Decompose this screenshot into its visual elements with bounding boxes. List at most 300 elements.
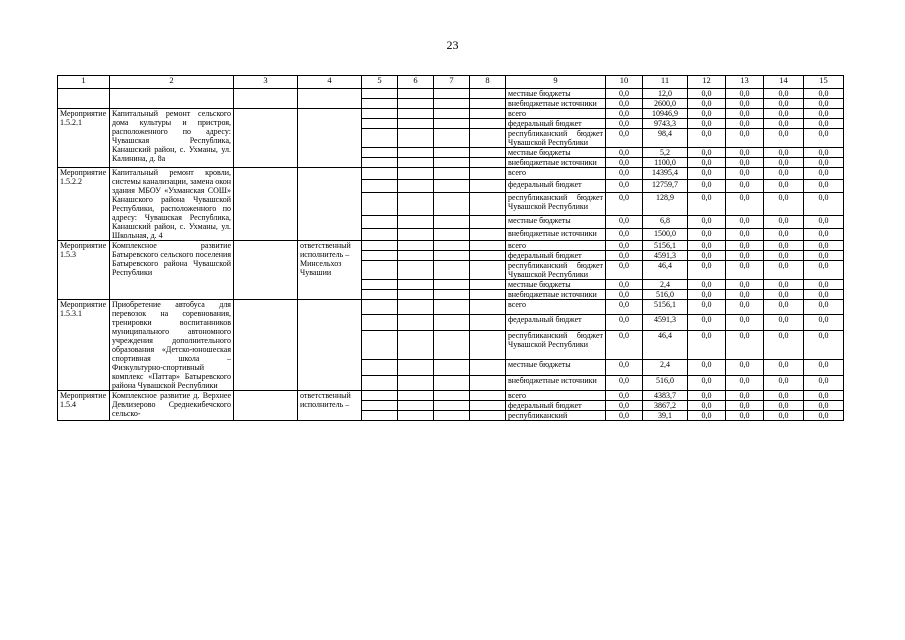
amount-cell: 0,0 <box>606 360 643 375</box>
amount-cell: 0,0 <box>726 129 764 148</box>
amount-cell: 516,0 <box>643 290 688 300</box>
funding-source: федеральный бюджет <box>506 315 606 330</box>
amount-cell: 0,0 <box>726 89 764 99</box>
amount-cell: 0,0 <box>764 241 804 251</box>
amount-cell: 10946,9 <box>643 109 688 119</box>
funding-source: внебюджетные источники <box>506 375 606 390</box>
measure-label: Мероприятие 1.5.4 <box>58 391 110 421</box>
amount-cell: 0,0 <box>688 280 726 290</box>
amount-cell: 0,0 <box>804 129 844 148</box>
amount-cell: 2,4 <box>643 280 688 290</box>
column-3-cell <box>234 109 298 168</box>
code-cell <box>434 300 470 315</box>
amount-cell: 0,0 <box>804 401 844 411</box>
code-cell <box>470 401 506 411</box>
code-cell <box>434 411 470 421</box>
amount-cell: 0,0 <box>606 261 643 280</box>
code-cell <box>470 290 506 300</box>
amount-cell: 2,4 <box>643 360 688 375</box>
code-cell <box>362 148 398 158</box>
code-cell <box>398 375 434 390</box>
amount-cell: 0,0 <box>804 300 844 315</box>
amount-cell: 0,0 <box>764 192 804 216</box>
code-cell <box>434 241 470 251</box>
code-cell <box>362 109 398 119</box>
amount-cell: 0,0 <box>764 280 804 290</box>
amount-cell: 0,0 <box>688 158 726 168</box>
code-cell <box>398 411 434 421</box>
amount-cell: 0,0 <box>726 99 764 109</box>
column-3-cell <box>234 300 298 391</box>
code-cell <box>434 330 470 359</box>
code-cell <box>398 119 434 129</box>
column-header: 9 <box>506 76 606 89</box>
amount-cell: 0,0 <box>764 168 804 180</box>
code-cell <box>362 315 398 330</box>
amount-cell: 0,0 <box>688 109 726 119</box>
code-cell <box>434 168 470 180</box>
measure-label: Мероприятие 1.5.3.1 <box>58 300 110 391</box>
code-cell <box>470 148 506 158</box>
code-cell <box>434 99 470 109</box>
amount-cell: 1500,0 <box>643 228 688 240</box>
amount-cell: 0,0 <box>804 109 844 119</box>
amount-cell: 0,0 <box>726 168 764 180</box>
amount-cell: 2600,0 <box>643 99 688 109</box>
amount-cell: 0,0 <box>726 119 764 129</box>
code-cell <box>470 411 506 421</box>
column-3-cell <box>234 391 298 421</box>
amount-cell: 0,0 <box>764 290 804 300</box>
amount-cell: 0,0 <box>804 251 844 261</box>
amount-cell: 0,0 <box>606 148 643 158</box>
code-cell <box>434 192 470 216</box>
code-cell <box>470 228 506 240</box>
amount-cell: 12,0 <box>643 89 688 99</box>
code-cell <box>434 261 470 280</box>
amount-cell: 0,0 <box>764 228 804 240</box>
column-header: 2 <box>110 76 234 89</box>
code-cell <box>398 180 434 192</box>
code-cell <box>362 330 398 359</box>
code-cell <box>470 180 506 192</box>
amount-cell: 0,0 <box>726 391 764 401</box>
amount-cell: 0,0 <box>606 180 643 192</box>
amount-cell: 0,0 <box>606 300 643 315</box>
funding-source: федеральный бюджет <box>506 401 606 411</box>
code-cell <box>470 280 506 290</box>
column-3-cell <box>234 241 298 300</box>
code-cell <box>398 280 434 290</box>
funding-source: внебюджетные источники <box>506 228 606 240</box>
code-cell <box>470 119 506 129</box>
code-cell <box>470 192 506 216</box>
code-cell <box>398 300 434 315</box>
amount-cell: 0,0 <box>804 148 844 158</box>
amount-cell: 6,8 <box>643 216 688 228</box>
code-cell <box>362 375 398 390</box>
code-cell <box>470 109 506 119</box>
code-cell <box>362 180 398 192</box>
table-row <box>58 168 844 180</box>
amount-cell: 4591,3 <box>643 315 688 330</box>
amount-cell: 0,0 <box>804 411 844 421</box>
amount-cell: 0,0 <box>726 300 764 315</box>
code-cell <box>362 129 398 148</box>
amount-cell: 0,0 <box>726 241 764 251</box>
amount-cell: 0,0 <box>804 375 844 390</box>
code-cell <box>362 158 398 168</box>
column-header: 14 <box>764 76 804 89</box>
funding-source: внебюджетные источники <box>506 99 606 109</box>
amount-cell: 0,0 <box>726 280 764 290</box>
amount-cell: 0,0 <box>804 119 844 129</box>
amount-cell: 0,0 <box>804 192 844 216</box>
measure-name <box>110 89 234 109</box>
amount-cell: 0,0 <box>726 216 764 228</box>
amount-cell: 0,0 <box>688 228 726 240</box>
amount-cell: 46,4 <box>643 330 688 359</box>
amount-cell: 0,0 <box>688 216 726 228</box>
code-cell <box>470 158 506 168</box>
amount-cell: 0,0 <box>606 251 643 261</box>
column-3-cell <box>234 168 298 241</box>
funding-source: всего <box>506 241 606 251</box>
amount-cell: 0,0 <box>726 158 764 168</box>
executor-cell <box>298 89 362 109</box>
amount-cell: 0,0 <box>804 99 844 109</box>
table-body <box>58 76 844 421</box>
table-row <box>58 391 844 401</box>
amount-cell: 0,0 <box>764 180 804 192</box>
code-cell <box>362 228 398 240</box>
amount-cell: 0,0 <box>726 228 764 240</box>
code-cell <box>398 360 434 375</box>
funding-source: внебюджетные источники <box>506 158 606 168</box>
code-cell <box>398 241 434 251</box>
amount-cell: 0,0 <box>688 241 726 251</box>
amount-cell: 0,0 <box>804 280 844 290</box>
code-cell <box>434 360 470 375</box>
code-cell <box>362 168 398 180</box>
amount-cell: 0,0 <box>804 89 844 99</box>
amount-cell: 0,0 <box>804 330 844 359</box>
funding-source: всего <box>506 391 606 401</box>
amount-cell: 12759,7 <box>643 180 688 192</box>
amount-cell: 0,0 <box>764 119 804 129</box>
amount-cell: 5156,1 <box>643 300 688 315</box>
code-cell <box>434 109 470 119</box>
code-cell <box>398 228 434 240</box>
amount-cell: 0,0 <box>726 411 764 421</box>
amount-cell: 46,4 <box>643 261 688 280</box>
amount-cell: 0,0 <box>606 168 643 180</box>
amount-cell: 5156,1 <box>643 241 688 251</box>
amount-cell: 0,0 <box>688 411 726 421</box>
executor-cell <box>298 300 362 391</box>
amount-cell: 0,0 <box>804 315 844 330</box>
amount-cell: 0,0 <box>606 375 643 390</box>
amount-cell: 0,0 <box>764 411 804 421</box>
amount-cell: 0,0 <box>764 391 804 401</box>
amount-cell: 0,0 <box>606 330 643 359</box>
amount-cell: 0,0 <box>804 290 844 300</box>
column-3-cell <box>234 89 298 109</box>
column-header: 10 <box>606 76 643 89</box>
code-cell <box>434 119 470 129</box>
amount-cell: 0,0 <box>606 119 643 129</box>
measure-name: Капитальный ремонт кровли, системы канализации, замена окон здания МБОУ «Ухманская СОШ» Канашского района Чувашской Республики, расположенного по адресу: Чувашская Республика, Канашский район, с. Ухманы, ул. Школьная, д. 4 <box>110 168 234 241</box>
column-header: 1 <box>58 76 110 89</box>
code-cell <box>362 290 398 300</box>
code-cell <box>398 192 434 216</box>
budget-table <box>57 75 844 421</box>
funding-source: местные бюджеты <box>506 216 606 228</box>
page-number: 23 <box>446 38 459 52</box>
amount-cell: 0,0 <box>804 158 844 168</box>
amount-cell: 0,0 <box>688 391 726 401</box>
measure-label <box>58 89 110 109</box>
executor-cell: ответственный исполнитель – Минсельхоз Чувашии <box>298 241 362 300</box>
code-cell <box>470 360 506 375</box>
code-cell <box>398 99 434 109</box>
measure-name: Комплексное развитие д. Верхнее Девлизерово Среднекибечского сельско- <box>110 391 234 421</box>
funding-source: республиканский бюджет Чувашской Республики <box>506 129 606 148</box>
code-cell <box>470 241 506 251</box>
amount-cell: 516,0 <box>643 375 688 390</box>
code-cell <box>362 216 398 228</box>
amount-cell: 0,0 <box>726 251 764 261</box>
funding-source: республиканский бюджет Чувашской Республики <box>506 261 606 280</box>
code-cell <box>470 216 506 228</box>
amount-cell: 0,0 <box>688 148 726 158</box>
amount-cell: 0,0 <box>804 180 844 192</box>
amount-cell: 0,0 <box>688 330 726 359</box>
code-cell <box>398 391 434 401</box>
code-cell <box>434 89 470 99</box>
funding-source: федеральный бюджет <box>506 180 606 192</box>
amount-cell: 0,0 <box>606 315 643 330</box>
code-cell <box>470 99 506 109</box>
code-cell <box>470 300 506 315</box>
code-cell <box>362 300 398 315</box>
amount-cell: 0,0 <box>726 148 764 158</box>
code-cell <box>470 330 506 359</box>
code-cell <box>362 401 398 411</box>
amount-cell: 0,0 <box>804 261 844 280</box>
code-cell <box>470 129 506 148</box>
measure-label: Мероприятие 1.5.3 <box>58 241 110 300</box>
code-cell <box>362 119 398 129</box>
amount-cell: 0,0 <box>764 158 804 168</box>
amount-cell: 0,0 <box>764 99 804 109</box>
amount-cell: 0,0 <box>606 241 643 251</box>
code-cell <box>362 99 398 109</box>
amount-cell: 0,0 <box>688 129 726 148</box>
amount-cell: 0,0 <box>804 228 844 240</box>
amount-cell: 0,0 <box>726 401 764 411</box>
funding-source: всего <box>506 109 606 119</box>
amount-cell: 0,0 <box>726 180 764 192</box>
amount-cell: 0,0 <box>764 109 804 119</box>
amount-cell: 0,0 <box>606 290 643 300</box>
code-cell <box>362 391 398 401</box>
amount-cell: 0,0 <box>764 375 804 390</box>
table-row <box>58 300 844 315</box>
amount-cell: 0,0 <box>764 315 804 330</box>
amount-cell: 39,1 <box>643 411 688 421</box>
amount-cell: 14395,4 <box>643 168 688 180</box>
code-cell <box>398 168 434 180</box>
amount-cell: 0,0 <box>804 168 844 180</box>
code-cell <box>470 315 506 330</box>
funding-source: федеральный бюджет <box>506 251 606 261</box>
amount-cell: 128,9 <box>643 192 688 216</box>
amount-cell: 0,0 <box>688 192 726 216</box>
measure-name: Капитальный ремонт сельского дома культуры и пристроя, расположенного по адресу: Чувашская Республика, Канашский район, с. Ухманы, ул. Калинина, д. 8а <box>110 109 234 168</box>
funding-source: республиканский бюджет Чувашской Республики <box>506 192 606 216</box>
amount-cell: 0,0 <box>606 129 643 148</box>
executor-cell: ответственный исполнитель – <box>298 391 362 421</box>
code-cell <box>434 290 470 300</box>
code-cell <box>398 216 434 228</box>
code-cell <box>362 241 398 251</box>
column-header: 8 <box>470 76 506 89</box>
column-header: 3 <box>234 76 298 89</box>
column-header: 5 <box>362 76 398 89</box>
code-cell <box>362 89 398 99</box>
funding-source: местные бюджеты <box>506 89 606 99</box>
amount-cell: 0,0 <box>764 261 804 280</box>
amount-cell: 0,0 <box>688 180 726 192</box>
code-cell <box>398 251 434 261</box>
code-cell <box>470 251 506 261</box>
amount-cell: 0,0 <box>764 148 804 158</box>
amount-cell: 0,0 <box>606 411 643 421</box>
code-cell <box>362 360 398 375</box>
amount-cell: 0,0 <box>688 401 726 411</box>
amount-cell: 0,0 <box>606 401 643 411</box>
amount-cell: 0,0 <box>764 216 804 228</box>
measure-label: Мероприятие 1.5.2.1 <box>58 109 110 168</box>
amount-cell: 0,0 <box>804 241 844 251</box>
amount-cell: 0,0 <box>764 251 804 261</box>
funding-source: федеральный бюджет <box>506 119 606 129</box>
code-cell <box>470 89 506 99</box>
funding-source: внебюджетные источники <box>506 290 606 300</box>
amount-cell: 0,0 <box>688 89 726 99</box>
amount-cell: 0,0 <box>726 109 764 119</box>
amount-cell: 0,0 <box>688 168 726 180</box>
amount-cell: 0,0 <box>764 300 804 315</box>
amount-cell: 0,0 <box>726 330 764 359</box>
code-cell <box>434 180 470 192</box>
code-cell <box>434 280 470 290</box>
executor-cell <box>298 168 362 241</box>
amount-cell: 4383,7 <box>643 391 688 401</box>
amount-cell: 9743,3 <box>643 119 688 129</box>
code-cell <box>470 375 506 390</box>
amount-cell: 0,0 <box>688 99 726 109</box>
amount-cell: 0,0 <box>726 375 764 390</box>
code-cell <box>470 391 506 401</box>
amount-cell: 0,0 <box>606 89 643 99</box>
code-cell <box>434 391 470 401</box>
amount-cell: 0,0 <box>606 216 643 228</box>
code-cell <box>434 251 470 261</box>
code-cell <box>470 168 506 180</box>
amount-cell: 0,0 <box>606 280 643 290</box>
code-cell <box>434 228 470 240</box>
code-cell <box>434 158 470 168</box>
column-header: 6 <box>398 76 434 89</box>
code-cell <box>362 261 398 280</box>
code-cell <box>398 401 434 411</box>
amount-cell: 0,0 <box>606 228 643 240</box>
amount-cell: 0,0 <box>726 315 764 330</box>
column-header: 11 <box>643 76 688 89</box>
code-cell <box>398 315 434 330</box>
measure-name: Приобретение автобуса для перевозок на соревнования, тренировки воспитанников муниципального автономного учреждения дополнительного образования «Детско-юношеская спортивная школа – Физкультурно-спортивный комплекс «Паттар» Батыревского района Чувашской Республики <box>110 300 234 391</box>
code-cell <box>398 158 434 168</box>
table-row <box>58 89 844 99</box>
amount-cell: 0,0 <box>606 158 643 168</box>
funding-source: всего <box>506 168 606 180</box>
column-header: 7 <box>434 76 470 89</box>
funding-source: местные бюджеты <box>506 280 606 290</box>
code-cell <box>362 411 398 421</box>
funding-source: местные бюджеты <box>506 148 606 158</box>
funding-source: местные бюджеты <box>506 360 606 375</box>
amount-cell: 0,0 <box>764 129 804 148</box>
code-cell <box>362 251 398 261</box>
executor-cell <box>298 109 362 168</box>
code-cell <box>470 261 506 280</box>
measure-label: Мероприятие 1.5.2.2 <box>58 168 110 241</box>
amount-cell: 0,0 <box>606 99 643 109</box>
code-cell <box>398 89 434 99</box>
amount-cell: 0,0 <box>764 89 804 99</box>
code-cell <box>434 401 470 411</box>
code-cell <box>434 216 470 228</box>
amount-cell: 0,0 <box>726 290 764 300</box>
code-cell <box>362 192 398 216</box>
amount-cell: 0,0 <box>726 192 764 216</box>
funding-source: всего <box>506 300 606 315</box>
measure-name: Комплексное развитие Батыревского сельского поселения Батыревского района Чувашской Республики <box>110 241 234 300</box>
amount-cell: 0,0 <box>688 360 726 375</box>
table-row <box>58 241 844 251</box>
amount-cell: 0,0 <box>688 300 726 315</box>
amount-cell: 0,0 <box>764 360 804 375</box>
amount-cell: 0,0 <box>606 192 643 216</box>
amount-cell: 0,0 <box>688 290 726 300</box>
code-cell <box>362 280 398 290</box>
code-cell <box>398 261 434 280</box>
amount-cell: 5,2 <box>643 148 688 158</box>
code-cell <box>398 330 434 359</box>
column-header: 12 <box>688 76 726 89</box>
amount-cell: 0,0 <box>804 216 844 228</box>
code-cell <box>434 148 470 158</box>
amount-cell: 0,0 <box>688 375 726 390</box>
amount-cell: 3867,2 <box>643 401 688 411</box>
column-header: 4 <box>298 76 362 89</box>
funding-source: республиканский <box>506 411 606 421</box>
amount-cell: 4591,3 <box>643 251 688 261</box>
code-cell <box>398 290 434 300</box>
amount-cell: 0,0 <box>764 330 804 359</box>
